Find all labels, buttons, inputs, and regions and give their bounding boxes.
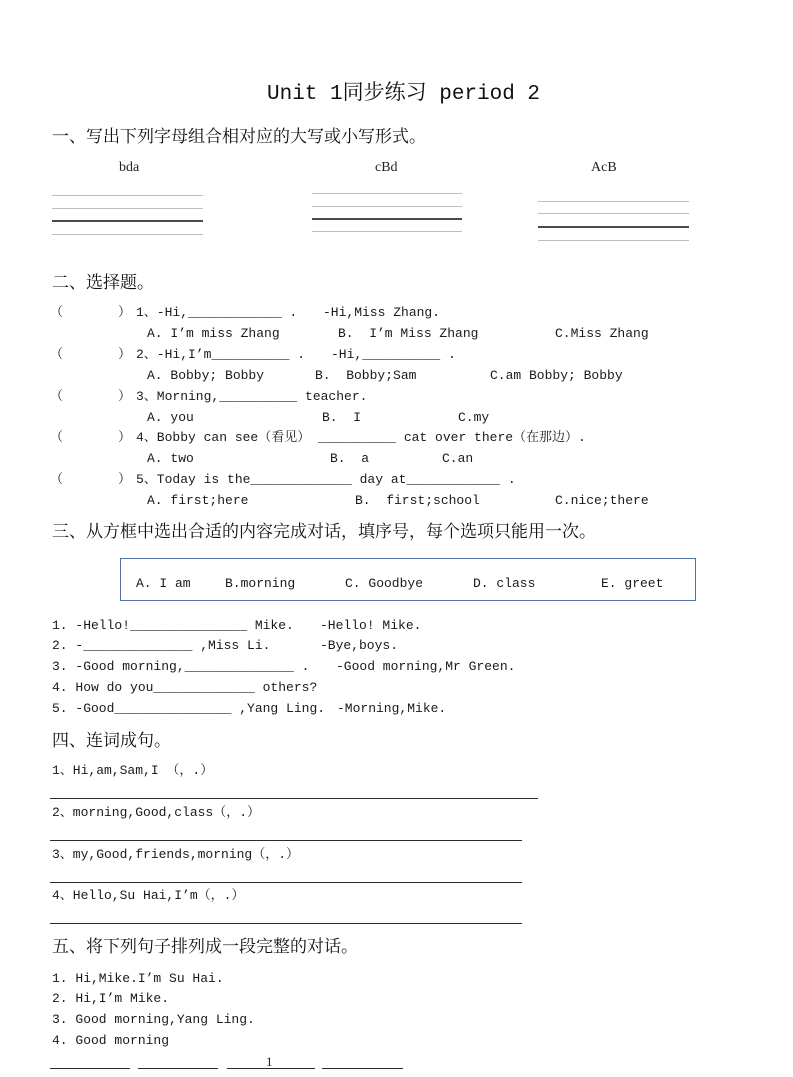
letter-item: bda <box>119 160 140 175</box>
sentence-item: 3、my,Good,friends,morning（，.） <box>52 847 300 862</box>
answer-line <box>50 798 538 799</box>
option-b: B. first;school <box>355 493 480 508</box>
word-bank-option: E. greet <box>601 576 664 591</box>
option-c: C.my <box>458 410 490 425</box>
section-1-heading: 一、写出下列字母组合相对应的大写或小写形式。 <box>52 127 426 147</box>
answer-bracket-close: ） <box>118 430 132 445</box>
sentence-item: 4、Hello,Su Hai,I’m（，.） <box>52 888 245 903</box>
option-a: A. Bobby; Bobby <box>147 368 265 383</box>
option-a: A. you <box>147 410 194 425</box>
word-bank-option: D. class <box>473 576 536 591</box>
order-blank <box>138 1068 218 1069</box>
page-number: 1 <box>266 1054 273 1069</box>
answer-bracket-open: （ <box>50 347 64 362</box>
dialogue-reply: -Hello! Mike. <box>320 618 422 633</box>
option-b: B. I’m Miss Zhang <box>338 326 479 341</box>
letter-item: cBd <box>375 160 398 175</box>
dialogue-prompt: 2. -______________ ,Miss Li. <box>52 638 271 653</box>
answer-bracket-open: （ <box>50 305 64 320</box>
answer-bracket-open: （ <box>50 430 64 445</box>
option-b: B. Bobby;Sam <box>315 368 417 383</box>
option-a: A. I’m miss Zhang <box>147 326 280 341</box>
dialogue-sentence: 2. Hi,I’m Mike. <box>52 991 170 1006</box>
question-stem: 5、Today is the_____________ day at____________ . <box>136 472 516 487</box>
answer-bracket-close: ） <box>118 305 132 320</box>
order-blank <box>50 1068 130 1069</box>
answer-bracket-open: （ <box>50 472 64 487</box>
answer-bracket-open: （ <box>50 389 64 404</box>
writing-grid <box>538 200 689 244</box>
dialogue-sentence: 3. Good morning,Yang Ling. <box>52 1012 255 1027</box>
sentence-item: 2、morning,Good,class（，.） <box>52 805 261 820</box>
answer-bracket-close: ） <box>118 389 132 404</box>
answer-line <box>50 923 522 924</box>
option-c: C.an <box>442 451 474 466</box>
order-blank <box>322 1068 403 1069</box>
dialogue-reply: -Good morning,Mr Green. <box>336 659 516 674</box>
question-stem: 1、-Hi,____________ . <box>136 305 298 320</box>
dialogue-sentence: 1. Hi,Mike.I’m Su Hai. <box>52 971 224 986</box>
section-5-heading: 五、将下列句子排列成一段完整的对话。 <box>52 937 358 957</box>
page-title: Unit 1同步练习 period 2 <box>267 83 541 106</box>
question-stem: 3、Morning,__________ teacher. <box>136 389 368 404</box>
option-c: C.Miss Zhang <box>555 326 649 341</box>
question-stem: 4、Bobby can see（看见） __________ cat over there（在那边）. <box>136 430 586 445</box>
option-a: A. two <box>147 451 194 466</box>
word-bank-option: B.morning <box>225 576 296 591</box>
question-reply: -Hi,__________ . <box>331 347 456 362</box>
answer-bracket-close: ） <box>118 347 132 362</box>
dialogue-reply: -Morning,Mike. <box>337 701 447 716</box>
dialogue-prompt: 1. -Hello!_______________ Mike. <box>52 618 294 633</box>
section-2-heading: 二、选择题。 <box>52 273 154 293</box>
option-c: C.nice;there <box>555 493 649 508</box>
answer-bracket-close: ） <box>118 472 132 487</box>
section-4-heading: 四、连词成句。 <box>52 731 171 751</box>
option-a: A. first;here <box>147 493 249 508</box>
sentence-item: 1、Hi,am,Sam,I （，.） <box>52 763 214 778</box>
option-c: C.am Bobby; Bobby <box>490 368 623 383</box>
question-stem: 2、-Hi,I’m__________ . <box>136 347 306 362</box>
dialogue-reply: -Bye,boys. <box>320 638 399 653</box>
answer-line <box>50 882 522 883</box>
writing-grid <box>312 192 462 236</box>
option-b: B. I <box>322 410 362 425</box>
dialogue-prompt: 5. -Good_______________ ,Yang Ling. <box>52 701 326 716</box>
dialogue-prompt: 3. -Good morning,______________ . <box>52 659 310 674</box>
question-reply: -Hi,Miss Zhang. <box>323 305 441 320</box>
word-bank-option: C. Goodbye <box>345 576 424 591</box>
dialogue-prompt: 4. How do you_____________ others? <box>52 680 318 695</box>
answer-line <box>50 840 522 841</box>
letter-item: AcB <box>591 160 617 175</box>
section-3-heading: 三、从方框中选出合适的内容完成对话，填序号，每个选项只能用一次。 <box>52 522 596 542</box>
writing-grid <box>52 194 203 238</box>
dialogue-sentence: 4. Good morning <box>52 1033 170 1048</box>
option-b: B. a <box>330 451 370 466</box>
word-bank-option: A. I am <box>136 576 191 591</box>
